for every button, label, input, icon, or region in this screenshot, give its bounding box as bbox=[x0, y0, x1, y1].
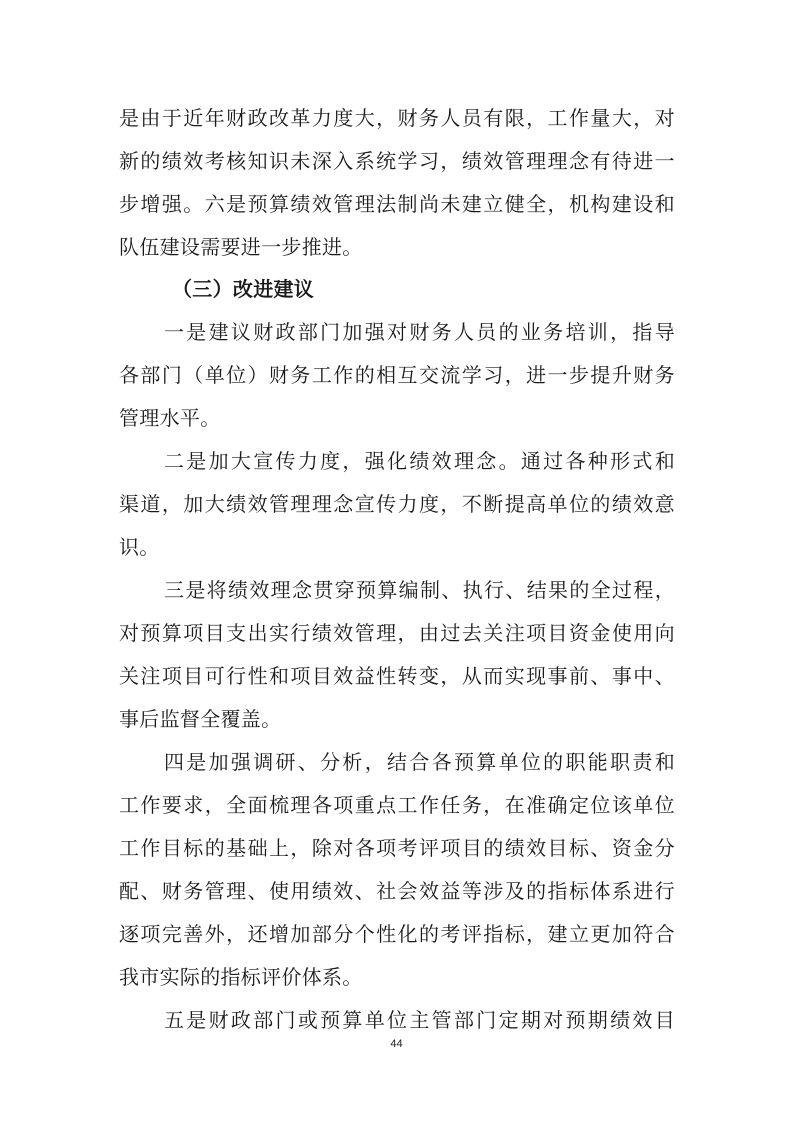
body-text-line: 渠道，加大绩效管理理念宣传力度，不断提高单位的绩效意 bbox=[119, 492, 675, 516]
body-text-line: 工作目标的基础上，除对各项考评项目的绩效目标、资金分 bbox=[119, 836, 675, 860]
body-text-line: 三是将绩效理念贯穿预算编制、执行、结果的全过程， bbox=[164, 578, 675, 602]
body-text-line: 是由于近年财政改革力度大，财务人员有限，工作量大，对 bbox=[119, 106, 675, 130]
body-text-line: 各部门（单位）财务工作的相互交流学习，进一步提升财务 bbox=[119, 363, 675, 387]
body-text-line: 逐项完善外，还增加部分个性化的考评指标，建立更加符合 bbox=[119, 922, 675, 946]
body-text-line: 管理水平。 bbox=[119, 406, 221, 430]
body-text-line: 识。 bbox=[119, 535, 160, 559]
body-text-line: 五是财政部门或预算单位主管部门定期对预期绩效目 bbox=[164, 1008, 675, 1032]
section-heading: （三）改进建议 bbox=[172, 277, 315, 301]
body-text-line: 队伍建设需要进一步推进。 bbox=[119, 235, 363, 259]
body-text-line: 我市实际的指标评价体系。 bbox=[119, 965, 363, 989]
body-text-line: 对预算项目支出实行绩效管理，由过去关注项目资金使用向 bbox=[119, 621, 675, 645]
body-text-line: 关注项目可行性和项目效益性转变，从而实现事前、事中、 bbox=[119, 664, 675, 688]
body-text-line: 配、财务管理、使用绩效、社会效益等涉及的指标体系进行 bbox=[119, 879, 675, 903]
body-text-line: 新的绩效考核知识未深入系统学习，绩效管理理念有待进一 bbox=[119, 149, 675, 173]
page-number: 44 bbox=[390, 1038, 403, 1050]
body-text-line: 工作要求，全面梳理各项重点工作任务，在准确定位该单位 bbox=[119, 793, 675, 817]
body-text-line: 步增强。六是预算绩效管理法制尚未建立健全，机构建设和 bbox=[119, 192, 675, 216]
body-text-line: 事后监督全覆盖。 bbox=[119, 707, 282, 731]
body-text-line: 一是建议财政部门加强对财务人员的业务培训，指导 bbox=[164, 320, 675, 344]
body-text-line: 二是加大宣传力度，强化绩效理念。通过各种形式和 bbox=[164, 449, 675, 473]
body-text-line: 四是加强调研、分析，结合各预算单位的职能职责和 bbox=[164, 750, 675, 774]
